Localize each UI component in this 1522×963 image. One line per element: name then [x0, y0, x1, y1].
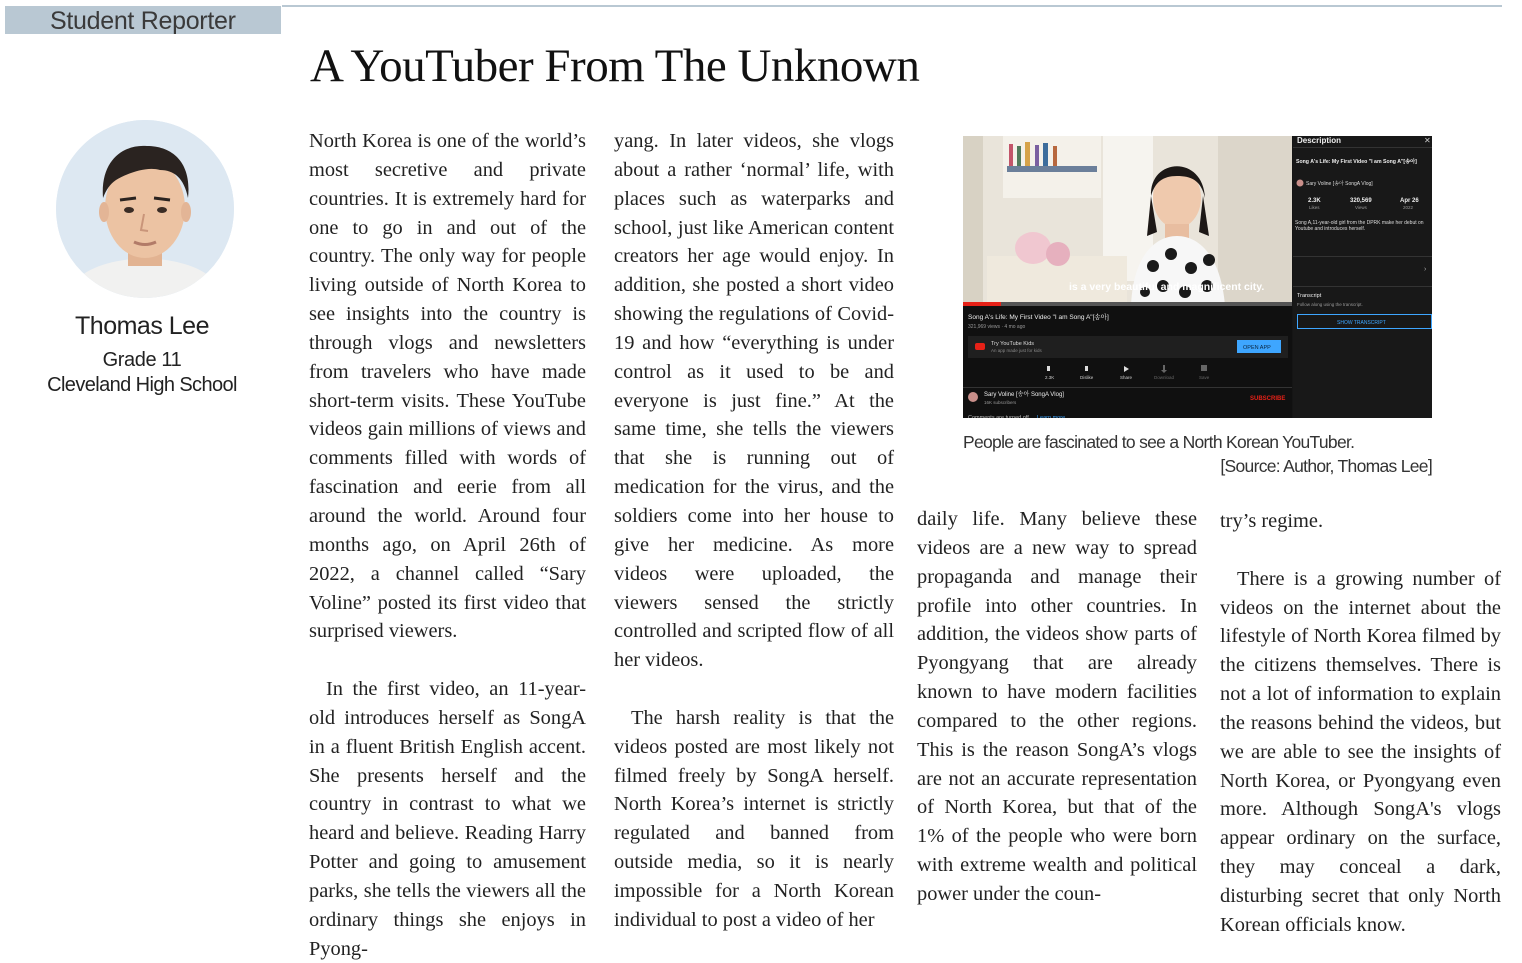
avatar-portrait: [56, 120, 234, 298]
channel-subscribers: 16K subscribers: [984, 400, 1017, 405]
caption-source: [Source: Author, Thomas Lee]: [1220, 456, 1432, 476]
youtube-kids-icon: [975, 343, 985, 350]
desc-channel-avatar: [1297, 180, 1304, 187]
paragraph: North Korea is one of the world’s most secretive and private countries. It is extremely hard for one to go in and out of the country. The only way for people living outside of North Korea to see insights into the country is through vlogs and newsletters from travelers who have made short-term visits. These YouTube videos gain millions of views and comments filled with words of fascination and eerie from all around the world. Around four months ago, on April 26th of 2022, a channel called “Sary Voline” posted its first video that surprised viewers.: [309, 130, 586, 643]
chevron-right-icon[interactable]: ›: [1424, 266, 1427, 273]
like-icon[interactable]: [1047, 366, 1050, 371]
comments-off: Comments are turned off.: [968, 415, 1031, 418]
stat-likes-label: Likes: [1309, 205, 1320, 210]
dislike-icon[interactable]: [1085, 366, 1088, 371]
stat-views-label: Views: [1355, 205, 1367, 210]
paragraph: In the first video, an 11-year-old introduces herself as SongA in a fluent British English accent. She presents herself and the country in contrast to what we heard and believe. Reading Harry Potter and going to amusement parks, she tells the viewers all the ordinary things she enjoys in Pyong-: [309, 678, 586, 960]
video-subtitle: is a very beautiful and magnificent city.: [1069, 281, 1265, 293]
paragraph: The harsh reality is that the videos posted are most likely not filmed freely by SongA herself. North Korea’s internet is strictly regulated and banned from outside media, so it is nearly impossible for a North Korean individual to post a video of her: [614, 706, 894, 931]
action-dislike: Dislike: [1080, 375, 1094, 380]
article-column-1: [309, 127, 586, 963]
headline: A YouTuber From The Unknown: [310, 40, 920, 92]
description-text: Song A,11-year-old girl from the DPRK make her debut on Youtube and introduces herself.: [1295, 220, 1424, 232]
subscribe-button[interactable]: SUBSCRIBE: [1250, 396, 1286, 402]
action-share: Share: [1120, 375, 1133, 380]
author-school: Cleveland High School: [47, 374, 237, 396]
description-channel: Sary Voline [송아 SongA Vlog]: [1306, 181, 1373, 187]
stat-date-value: Apr 26: [1400, 198, 1419, 204]
section-label: Student Reporter: [50, 7, 236, 35]
channel-name: Sary Voline [송아 SongA Vlog]: [984, 392, 1064, 398]
close-icon[interactable]: ✕: [1424, 136, 1431, 145]
article-column-3: [917, 505, 1197, 909]
show-transcript-label: SHOW TRANSCRIPT: [1337, 320, 1386, 326]
stat-date-label: 2022: [1403, 205, 1414, 210]
transcript-header: Transcript: [1297, 293, 1322, 299]
save-icon[interactable]: [1201, 365, 1207, 371]
video-views: 321,969 views · 4 mo ago: [968, 324, 1026, 330]
paragraph: try’s regime.: [1220, 510, 1324, 532]
stat-likes-value: 2.3K: [1308, 198, 1321, 204]
description-title: Song A's Life: My First Video "I am Song A"[송아]: [1296, 159, 1417, 165]
open-app-label: OPEN APP: [1243, 345, 1271, 351]
figure-caption: [963, 430, 1432, 478]
learn-more-link[interactable]: Learn more: [1037, 415, 1066, 418]
youtube-screenshot-photo: [963, 136, 1432, 418]
author-avatar: [56, 120, 234, 298]
transcript-sub: Follow along using the transcript.: [1297, 302, 1363, 307]
description-header: Description: [1297, 136, 1342, 145]
action-likes: 2.3K: [1045, 375, 1055, 380]
paragraph: yang. In later videos, she vlogs about a rather ‘normal’ life, with places such as waterparks and school, just like American content creators her age would enjoy. In addition, she posted a short video showing the regulations of Covid-19 and how “everything is under control as it used to be and everyone is just fine.” At the same time, she tells the viewers that she is running out of medication for the virus, and the soldiers come into her house to give her medicine. As more videos were uploaded, the viewers sensed the strictly controlled and scripted flow of all her videos.: [614, 130, 894, 672]
article-column-2: [614, 127, 894, 935]
action-save: Save: [1199, 375, 1210, 380]
author-grade: Grade 11: [102, 349, 182, 371]
kids-title: Try YouTube Kids: [991, 341, 1035, 347]
video-title: Song A's Life: My First Video "I am Song A"[송아]: [968, 314, 1109, 321]
article-column-4: [1220, 507, 1501, 940]
paragraph: daily life. Many believe these videos are a new way to spread propaganda and manage their profile into other countries. In addition, the videos show parts of Pyongyang that are already known to have modern facilities compared to the other regions. This is the reason SongA’s vlogs are not an accurate representation of North Korea, but that of the 1% of the people who were born with extreme wealth and political power under the coun-: [917, 508, 1197, 905]
paragraph: There is a growing number of videos on the internet about the lifestyle of North Korea filmed by the citizens themselves. There is not a lot of information to explain the reasons behind the videos, but we are able to see the insights of North Korea, or Pyongyang even more. Although SongA's vlogs appear ordinary on the surface, they may conceal a dark, disturbing secret that only North Korean officials know.: [1220, 567, 1501, 936]
caption-text: People are fascinated to see a North Korean YouTuber.: [963, 432, 1355, 452]
youtube-screenshot: [963, 136, 1432, 418]
stat-views-value: 320,569: [1350, 198, 1372, 204]
top-rule: [282, 5, 1502, 7]
action-download: Download: [1154, 375, 1175, 380]
channel-avatar[interactable]: [968, 392, 978, 402]
author-name: Thomas Lee: [75, 312, 209, 340]
kids-subtitle: An app made just for kids: [991, 348, 1042, 353]
